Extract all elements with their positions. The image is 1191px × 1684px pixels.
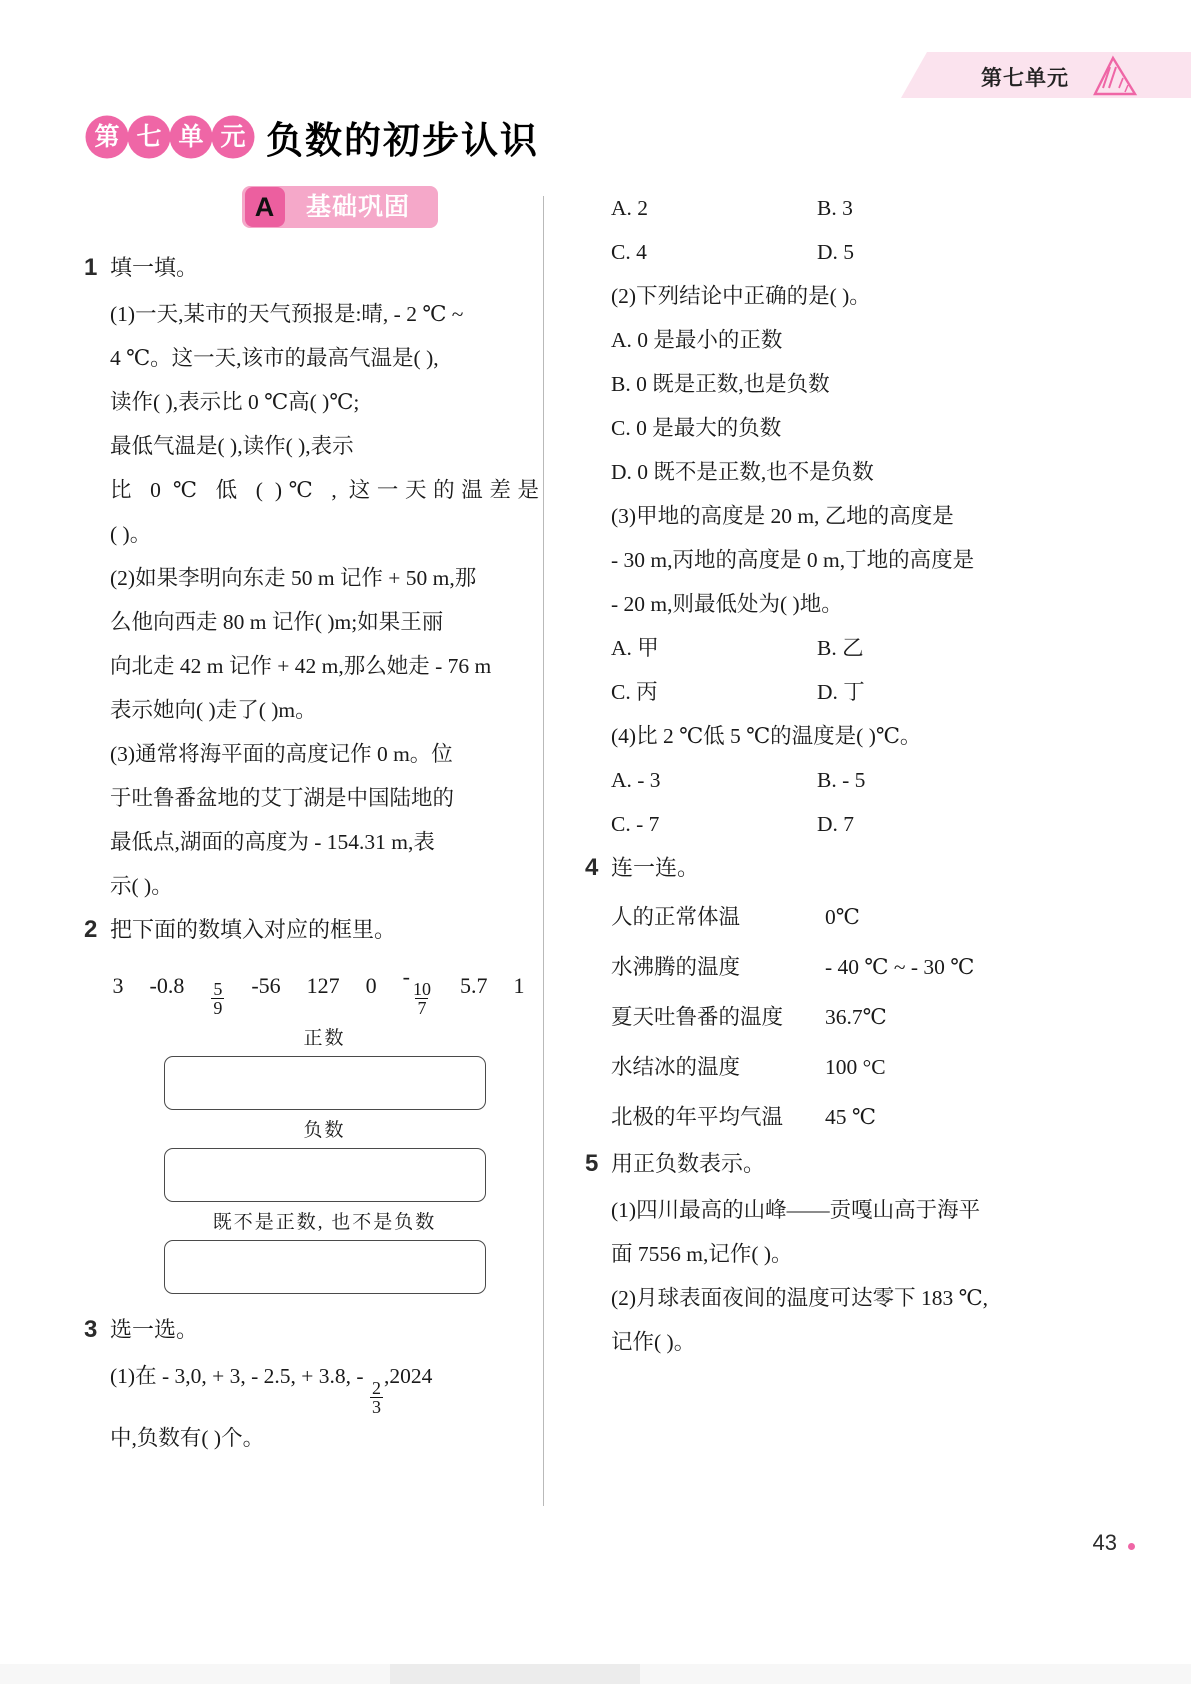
section-letter: A [245,187,285,227]
q5-part1-line1: (1)四川最高的山峰——贡嘎山高于海平 [611,1198,981,1222]
q1-part1-line6: ( )。 [110,522,152,546]
q2-number: 127 [306,973,340,998]
option-c[interactable]: C. 丙 [611,680,658,704]
match-right-term[interactable]: 100 °C [825,1055,886,1079]
option-d[interactable]: D. 5 [817,240,855,264]
unit-badge-char: 第 [88,118,126,156]
q3-part4-options-row-1 [611,758,1040,802]
q1-part1-line5: 比 0 ℃ 低 ( )℃ , 这一天的温差是 [110,478,539,502]
fraction-denominator: 9 [213,998,223,1019]
fraction [411,980,433,1017]
fraction [211,980,224,1017]
question-3-header [84,1308,539,1352]
option-b[interactable]: B. 乙 [817,636,864,660]
unit-badge-char: 单 [172,118,210,156]
q2-number: 5.7 [459,973,488,998]
match-row [611,1092,1040,1142]
option-c[interactable]: C. - 7 [611,812,660,836]
option-a[interactable]: A. - 3 [611,768,661,792]
match-right-term[interactable]: - 40 ℃ ~ - 30 ℃ [825,955,975,979]
match-left-term[interactable]: 北极的年平均气温 [611,1105,784,1129]
section-label: 基础巩固 [305,193,410,221]
option-b[interactable]: B. - 5 [817,768,866,792]
q3-part1-line2: 中,负数有( )个。 [110,1426,265,1451]
option-a[interactable]: A. 2 [611,196,649,220]
question-number: 4 [585,854,599,881]
fraction-denominator: 7 [417,998,427,1019]
q3-part3-options-row-1 [611,626,1040,670]
q2-answer-box-positive[interactable] [164,1056,486,1110]
q1-part1-line4: 最低气温是( ),读作( ),表示 [110,434,354,458]
option-a[interactable]: A. 甲 [611,636,659,660]
q3-part2-option-a[interactable]: A. 0 是最小的正数 [611,328,783,352]
left-column [84,186,539,1460]
fraction-two-thirds [370,1379,383,1416]
q2-number: -56 [251,973,281,998]
unit-badge-char: 元 [214,118,252,156]
q1-part1-line2: 4 ℃。这一天,该市的最高气温是( ), [110,346,439,370]
bottom-bar-accent [390,1664,640,1684]
q2-positive-group [110,1022,539,1110]
q2-answer-box-negative[interactable] [164,1148,486,1202]
unit-badge-char: 七 [130,118,168,156]
q3-part1-options-row-2 [611,230,1040,274]
match-row [611,942,1040,992]
fraction-numerator: 10 [412,979,431,1000]
q2-number [403,955,434,1017]
fraction-numerator: 5 [213,979,223,1000]
question-title: 填一填。 [110,255,199,280]
option-d[interactable]: D. 丁 [817,680,865,704]
q2-number: 3 [112,973,124,998]
q1-part2-line1: (2)如果李明向东走 50 m 记作 + 50 m,那 [110,566,477,590]
right-column [585,186,1040,1364]
q1-part1-line1: (1)一天,某市的天气预报是:晴, - 2 ℃ ~ [110,302,464,326]
option-d[interactable]: D. 7 [817,812,855,836]
match-right-term[interactable]: 45 ℃ [825,1105,876,1129]
question-title: 用正负数表示。 [611,1151,766,1176]
section-badge [242,186,438,228]
header-unit-label: 第七单元 [981,67,1069,90]
page-header [891,52,1191,98]
q1-part2-line3: 向北走 42 m 记作 + 42 m,那么她走 - 76 m [110,654,492,678]
q2-number: -0.8 [149,973,185,998]
q5-part1-line2: 面 7556 m,记作( )。 [611,1242,793,1266]
q2-neither-group [110,1206,539,1294]
q3-part1-options-row-1 [611,186,1040,230]
match-left-term[interactable]: 夏天吐鲁番的温度 [611,1005,784,1029]
q3-part4-line1: (4)比 2 ℃低 5 ℃的温度是( )℃。 [611,724,922,748]
fraction-numerator: 2 [371,1378,381,1399]
question-4-header [585,846,1040,890]
q2-negative-group [110,1114,539,1202]
match-left-term[interactable]: 人的正常体温 [611,905,741,929]
q5-part2-line1: (2)月球表面夜间的温度可达零下 183 ℃, [611,1286,988,1310]
fraction-denominator: 3 [371,1397,381,1418]
column-divider [543,196,544,1506]
question-number: 3 [84,1316,98,1343]
q3-part3-line3: - 20 m,则最低处为( )地。 [611,592,843,616]
match-right-term[interactable]: 36.7℃ [825,1005,887,1029]
q3-part1-text-post: ,2024 [383,1364,433,1388]
q3-part3-line1: (3)甲地的高度是 20 m, 乙地的高度是 [611,504,954,528]
question-title: 连一连。 [611,855,700,880]
q3-part2-option-c[interactable]: C. 0 是最大的负数 [611,416,782,440]
unit-badge [88,118,252,156]
unit-title-text: 负数的初步认识 [266,120,539,161]
option-c[interactable]: C. 4 [611,240,647,264]
q1-part3-line2: 于吐鲁番盆地的艾丁湖是中国陆地的 [110,786,455,810]
question-title: 把下面的数填入对应的框里。 [110,917,397,942]
q3-part2-option-b[interactable]: B. 0 既是正数,也是负数 [611,372,830,396]
q2-number: 0 [365,973,377,998]
q3-part4-options-row-2 [611,802,1040,846]
q2-number [210,955,225,1017]
unit-title [88,110,539,164]
q1-part2-line2: 么他向西走 80 m 记作( )m;如果王丽 [110,610,444,634]
q3-part2-option-d[interactable]: D. 0 既不是正数,也不是负数 [611,460,874,484]
q1-part2-line4: 表示她向( )走了( )m。 [110,698,317,722]
question-2-header [84,908,539,952]
q1-part1-line3: 读作( ),表示比 0 ℃高( )℃; [110,390,360,414]
match-right-term[interactable]: 0℃ [825,905,860,929]
match-row [611,892,1040,942]
q3-part1-text-pre: (1)在 - 3,0, + 3, - 2.5, + 3.8, - [110,1364,369,1388]
question-number: 1 [84,254,98,281]
q2-answer-box-neither[interactable] [164,1240,486,1294]
triangle-ruler-icon [1083,54,1139,103]
q2-number-strip [110,954,539,1018]
q1-part3-line3: 最低点,湖面的高度为 - 154.31 m,表 [110,830,435,854]
q5-part2-line2: 记作( )。 [611,1330,696,1354]
fraction-sign: - [402,963,410,989]
q3-part3-options-row-2 [611,670,1040,714]
q1-part3-line1: (3)通常将海平面的高度记作 0 m。位 [110,742,453,766]
q2-box-label-positive: 正数 [303,1028,346,1049]
q3-part2-line1: (2)下列结论中正确的是( )。 [611,284,871,308]
q3-part1-line1 [110,1354,539,1416]
q3-part3-line2: - 30 m,丙地的高度是 0 m,丁地的高度是 [611,548,975,572]
match-row [611,1042,1040,1092]
question-5-header [585,1142,1040,1186]
match-row [611,992,1040,1042]
question-number: 2 [84,916,98,943]
option-b[interactable]: B. 3 [817,196,853,220]
page-number: 43 [1092,1530,1117,1555]
q2-number: 1 [513,973,525,998]
q2-box-label-neither: 既不是正数, 也不是负数 [212,1212,437,1233]
match-left-term[interactable]: 水沸腾的温度 [611,955,741,979]
q2-box-label-negative: 负数 [303,1120,346,1141]
question-title: 选一选。 [110,1317,199,1342]
page-number-dot [1128,1543,1135,1550]
q1-part3-line4: 示( )。 [110,874,173,898]
match-left-term[interactable]: 水结冰的温度 [611,1055,741,1079]
question-1-header [84,246,539,290]
question-number: 5 [585,1150,599,1177]
